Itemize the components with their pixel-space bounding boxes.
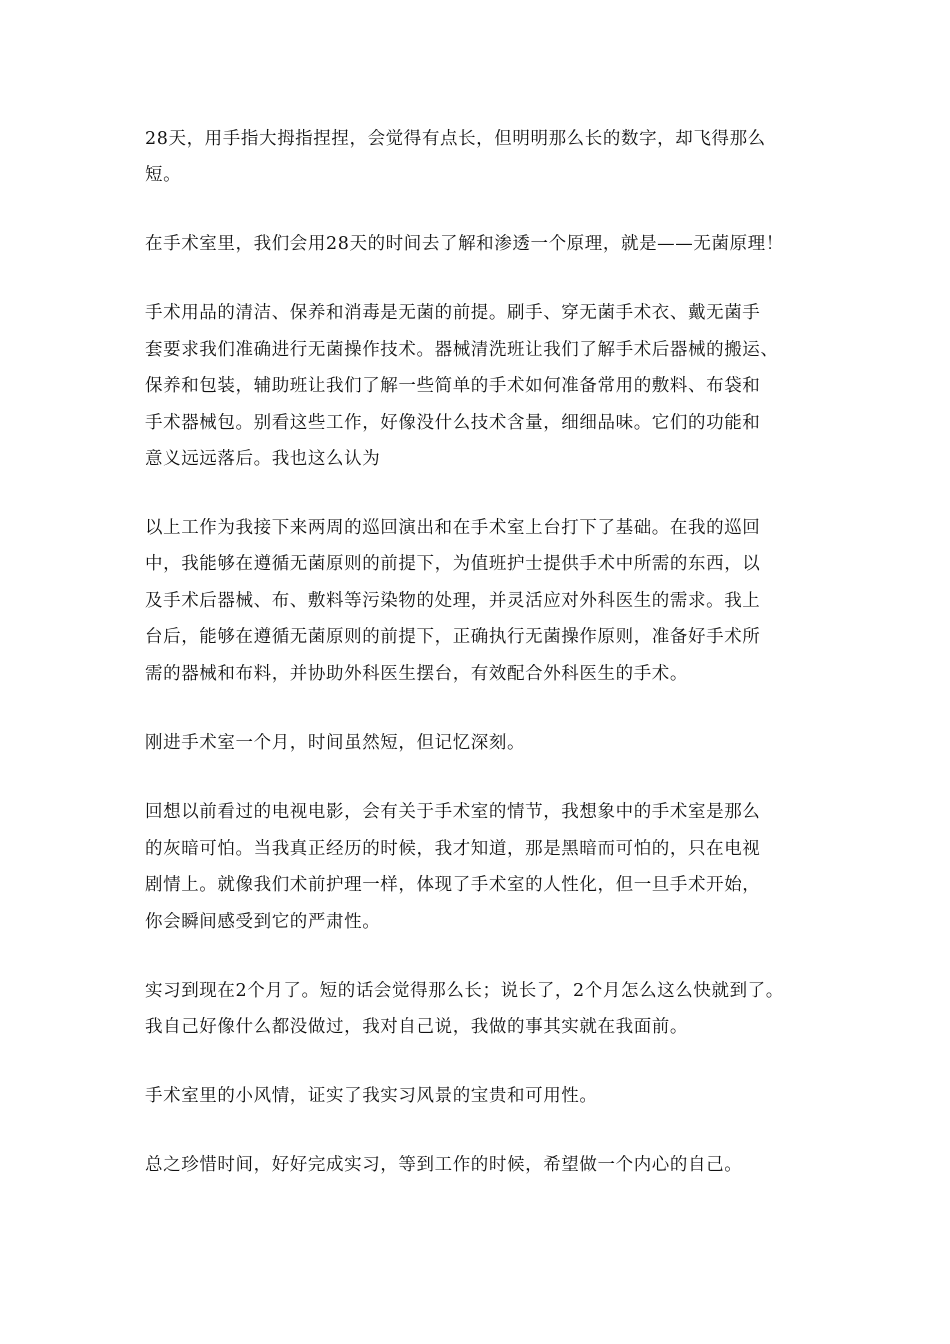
paragraph-6-line-4: 你会瞬间感受到它的严肃性。 (145, 912, 381, 932)
paragraph-3-line-2: 套要求我们准确进行无菌操作技术。器械清洗班让我们了解手术后器械的搬运、 (145, 340, 779, 360)
paragraph-3-line-5: 意义远远落后。我也这么认为 (145, 449, 381, 469)
paragraph-6-line-1: 回想以前看过的电视电影，会有关于手术室的情节，我想象中的手术室是那么 (145, 802, 761, 822)
paragraph-8-line-1: 手术室里的小风情，证实了我实习风景的宝贵和可用性。 (145, 1086, 598, 1106)
paragraph-1-line-1: 28天，用手指大拇指捏捏，会觉得有点长，但明明那么长的数字，却飞得那么 (145, 129, 766, 149)
paragraph-4-line-1: 以上工作为我接下来两周的巡回演出和在手术室上台打下了基础。在我的巡回 (145, 518, 761, 538)
paragraph-4-line-5: 需的器械和布料，并协助外科医生摆台，有效配合外科医生的手术。 (145, 664, 688, 684)
paragraph-7-line-1: 实习到现在2个月了。短的话会觉得那么长；说长了，2个月怎么这么快就到了。 (145, 981, 784, 1001)
paragraph-5-line-1: 刚进手术室一个月，时间虽然短，但记忆深刻。 (145, 733, 526, 753)
paragraph-3-line-4: 手术器械包。别看这些工作，好像没什么技术含量，细细品味。它们的功能和 (145, 413, 761, 433)
paragraph-9-line-1: 总之珍惜时间，好好完成实习，等到工作的时候，希望做一个内心的自己。 (145, 1155, 743, 1175)
paragraph-4-line-3: 及手术后器械、布、敷料等污染物的处理，并灵活应对外科医生的需求。我上 (145, 591, 761, 611)
paragraph-6-line-2: 的灰暗可怕。当我真正经历的时候，我才知道，那是黑暗而可怕的，只在电视 (145, 839, 761, 859)
paragraph-4-line-4: 台后，能够在遵循无菌原则的前提下，正确执行无菌操作原则，准备好手术所 (145, 627, 761, 647)
paragraph-3-line-1: 手术用品的清洁、保养和消毒是无菌的前提。刷手、穿无菌手术衣、戴无菌手 (145, 303, 761, 323)
paragraph-7-line-2: 我自己好像什么都没做过，我对自己说，我做的事其实就在我面前。 (145, 1017, 688, 1037)
paragraph-4-line-2: 中，我能够在遵循无菌原则的前提下，为值班护士提供手术中所需的东西，以 (145, 554, 761, 574)
paragraph-6-line-3: 剧情上。就像我们术前护理一样，体现了手术室的人性化，但一旦手术开始， (145, 875, 761, 895)
paragraph-3-line-3: 保养和包装，辅助班让我们了解一些简单的手术如何准备常用的敷料、布袋和 (145, 376, 761, 396)
paragraph-2-line-1: 在手术室里，我们会用28天的时间去了解和渗透一个原理，就是——无菌原理！ (145, 234, 784, 254)
paragraph-1-line-2: 短。 (145, 165, 182, 185)
